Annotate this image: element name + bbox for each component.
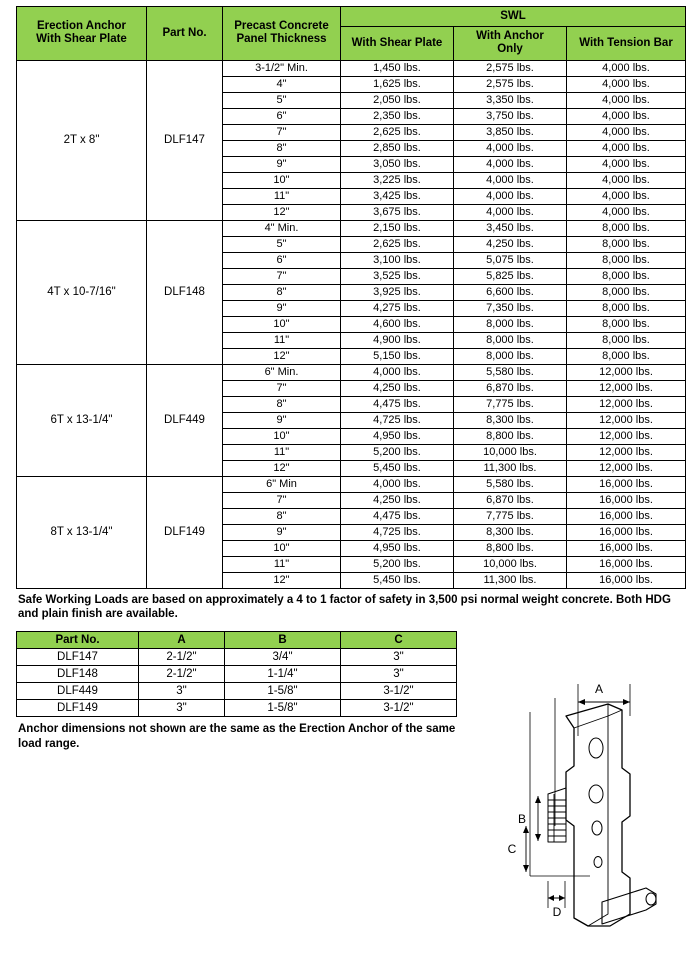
panel-thickness-cell: 5": [223, 236, 341, 252]
header-panel-thickness-line2: Panel Thickness: [236, 33, 327, 46]
swl-with-anchor-only-cell: 8,300 lbs.: [454, 524, 567, 540]
swl-with-shear-plate-cell: 5,200 lbs.: [341, 444, 454, 460]
panel-thickness-cell: 8": [223, 396, 341, 412]
table-row: [17, 476, 686, 492]
swl-with-tension-bar-cell: 16,000 lbs.: [567, 492, 686, 508]
swl-with-tension-bar-cell: 4,000 lbs.: [567, 188, 686, 204]
swl-with-shear-plate-cell: 3,050 lbs.: [341, 156, 454, 172]
swl-with-anchor-only-cell: 4,000 lbs.: [454, 140, 567, 156]
panel-thickness-cell: 8": [223, 508, 341, 524]
swl-with-anchor-only-cell: 8,000 lbs.: [454, 348, 567, 364]
swl-with-anchor-only-cell: 5,825 lbs.: [454, 268, 567, 284]
panel-thickness-cell: 12": [223, 348, 341, 364]
table-row: [17, 220, 686, 236]
header-with-anchor-only: [454, 27, 567, 60]
swl-with-anchor-only-cell: 6,870 lbs.: [454, 380, 567, 396]
panel-thickness-cell: 12": [223, 460, 341, 476]
swl-with-tension-bar-cell: 12,000 lbs.: [567, 428, 686, 444]
dim-c-cell: 3-1/2": [341, 683, 457, 700]
panel-thickness-cell: 12": [223, 204, 341, 220]
dim-part-no-cell: DLF449: [17, 683, 139, 700]
swl-with-anchor-only-cell: 2,575 lbs.: [454, 76, 567, 92]
swl-with-tension-bar-cell: 16,000 lbs.: [567, 508, 686, 524]
dim-part-no-cell: DLF148: [17, 666, 139, 683]
swl-with-tension-bar-cell: 4,000 lbs.: [567, 76, 686, 92]
dim-a-cell: 2-1/2": [139, 649, 225, 666]
header-erection-anchor-line2: With Shear Plate: [36, 33, 127, 46]
panel-thickness-cell: 11": [223, 188, 341, 204]
swl-with-tension-bar-cell: 8,000 lbs.: [567, 252, 686, 268]
header-panel-thickness: [223, 7, 341, 61]
swl-with-anchor-only-cell: 2,575 lbs.: [454, 60, 567, 76]
dimensions-row: [17, 649, 457, 666]
panel-thickness-cell: 11": [223, 444, 341, 460]
panel-thickness-cell: 11": [223, 332, 341, 348]
swl-with-tension-bar-cell: 4,000 lbs.: [567, 124, 686, 140]
panel-thickness-cell: 5": [223, 92, 341, 108]
panel-thickness-cell: 6" Min: [223, 476, 341, 492]
swl-with-anchor-only-cell: 5,580 lbs.: [454, 476, 567, 492]
swl-with-shear-plate-cell: 4,950 lbs.: [341, 540, 454, 556]
panel-thickness-cell: 9": [223, 524, 341, 540]
swl-with-anchor-only-cell: 6,870 lbs.: [454, 492, 567, 508]
swl-with-tension-bar-cell: 8,000 lbs.: [567, 236, 686, 252]
swl-with-shear-plate-cell: 2,050 lbs.: [341, 92, 454, 108]
swl-with-anchor-only-cell: 6,600 lbs.: [454, 284, 567, 300]
swl-with-shear-plate-cell: 3,425 lbs.: [341, 188, 454, 204]
panel-thickness-cell: 7": [223, 268, 341, 284]
dim-b-cell: 1-1/4": [225, 666, 341, 683]
swl-with-tension-bar-cell: 4,000 lbs.: [567, 60, 686, 76]
swl-with-shear-plate-cell: 3,925 lbs.: [341, 284, 454, 300]
swl-with-shear-plate-cell: 2,625 lbs.: [341, 236, 454, 252]
swl-with-shear-plate-cell: 3,100 lbs.: [341, 252, 454, 268]
panel-thickness-cell: 11": [223, 556, 341, 572]
header-with-tension-bar: With Tension Bar: [567, 27, 686, 60]
panel-thickness-cell: 10": [223, 540, 341, 556]
swl-with-tension-bar-cell: 16,000 lbs.: [567, 572, 686, 588]
swl-with-shear-plate-cell: 5,450 lbs.: [341, 572, 454, 588]
dimensions-table: [16, 631, 457, 717]
panel-thickness-cell: 3-1/2" Min.: [223, 60, 341, 76]
swl-table-body: [17, 60, 686, 588]
swl-with-tension-bar-cell: 16,000 lbs.: [567, 476, 686, 492]
header-erection-anchor: [17, 7, 147, 61]
swl-with-shear-plate-cell: 1,450 lbs.: [341, 60, 454, 76]
panel-thickness-cell: 7": [223, 380, 341, 396]
dimensions-row: [17, 700, 457, 717]
swl-with-anchor-only-cell: 7,775 lbs.: [454, 396, 567, 412]
swl-with-tension-bar-cell: 4,000 lbs.: [567, 172, 686, 188]
dim-header-part-no: Part No.: [17, 632, 139, 649]
swl-with-anchor-only-cell: 11,300 lbs.: [454, 460, 567, 476]
swl-with-shear-plate-cell: 4,000 lbs.: [341, 476, 454, 492]
dim-part-no-cell: DLF149: [17, 700, 139, 717]
anchor-size-cell: 8T x 13-1/4": [17, 476, 147, 588]
header-swl: SWL: [341, 7, 686, 27]
swl-with-anchor-only-cell: 8,300 lbs.: [454, 412, 567, 428]
panel-thickness-cell: 6": [223, 252, 341, 268]
swl-with-shear-plate-cell: 1,625 lbs.: [341, 76, 454, 92]
swl-with-tension-bar-cell: 16,000 lbs.: [567, 524, 686, 540]
part-no-cell: DLF149: [147, 476, 223, 588]
swl-with-tension-bar-cell: 12,000 lbs.: [567, 444, 686, 460]
panel-thickness-cell: 12": [223, 572, 341, 588]
panel-thickness-cell: 10": [223, 316, 341, 332]
dim-c-cell: 3-1/2": [341, 700, 457, 717]
swl-with-tension-bar-cell: 16,000 lbs.: [567, 556, 686, 572]
swl-with-tension-bar-cell: 8,000 lbs.: [567, 348, 686, 364]
swl-with-anchor-only-cell: 5,580 lbs.: [454, 364, 567, 380]
dimensions-row: [17, 683, 457, 700]
swl-table-header: [17, 7, 686, 61]
swl-with-tension-bar-cell: 16,000 lbs.: [567, 540, 686, 556]
anchor-size-cell: 2T x 8": [17, 60, 147, 220]
swl-with-shear-plate-cell: 4,900 lbs.: [341, 332, 454, 348]
swl-with-shear-plate-cell: 4,475 lbs.: [341, 396, 454, 412]
swl-table: [16, 6, 686, 589]
swl-with-tension-bar-cell: 4,000 lbs.: [567, 140, 686, 156]
swl-with-tension-bar-cell: 8,000 lbs.: [567, 268, 686, 284]
swl-with-anchor-only-cell: 10,000 lbs.: [454, 556, 567, 572]
swl-with-tension-bar-cell: 4,000 lbs.: [567, 204, 686, 220]
drawing-label-c: C: [507, 842, 517, 856]
dim-header-c: C: [341, 632, 457, 649]
panel-thickness-cell: 10": [223, 172, 341, 188]
panel-thickness-cell: 7": [223, 124, 341, 140]
panel-thickness-cell: 6": [223, 108, 341, 124]
anchor-technical-drawing: [470, 676, 698, 948]
drawing-label-b: B: [517, 812, 527, 826]
swl-with-anchor-only-cell: 7,350 lbs.: [454, 300, 567, 316]
swl-with-shear-plate-cell: 4,250 lbs.: [341, 492, 454, 508]
swl-with-shear-plate-cell: 4,950 lbs.: [341, 428, 454, 444]
panel-thickness-cell: 4": [223, 76, 341, 92]
dim-a-cell: 2-1/2": [139, 666, 225, 683]
drawing-label-d: D: [552, 905, 562, 919]
dim-part-no-cell: DLF147: [17, 649, 139, 666]
dim-header-b: B: [225, 632, 341, 649]
swl-with-anchor-only-cell: 3,350 lbs.: [454, 92, 567, 108]
swl-with-shear-plate-cell: 5,450 lbs.: [341, 460, 454, 476]
swl-with-anchor-only-cell: 8,000 lbs.: [454, 332, 567, 348]
swl-with-tension-bar-cell: 12,000 lbs.: [567, 364, 686, 380]
swl-with-tension-bar-cell: 8,000 lbs.: [567, 300, 686, 316]
swl-with-shear-plate-cell: 4,275 lbs.: [341, 300, 454, 316]
swl-with-shear-plate-cell: 3,525 lbs.: [341, 268, 454, 284]
dim-header-a: A: [139, 632, 225, 649]
part-no-cell: DLF147: [147, 60, 223, 220]
dim-b-cell: 3/4": [225, 649, 341, 666]
swl-with-anchor-only-cell: 10,000 lbs.: [454, 444, 567, 460]
part-no-cell: DLF449: [147, 364, 223, 476]
header-with-anchor-only-line1: With Anchor: [476, 30, 544, 43]
dim-c-cell: 3": [341, 666, 457, 683]
swl-with-anchor-only-cell: 4,250 lbs.: [454, 236, 567, 252]
swl-with-shear-plate-cell: 5,150 lbs.: [341, 348, 454, 364]
panel-thickness-cell: 8": [223, 284, 341, 300]
swl-with-shear-plate-cell: 3,225 lbs.: [341, 172, 454, 188]
swl-with-tension-bar-cell: 12,000 lbs.: [567, 412, 686, 428]
swl-with-anchor-only-cell: 3,850 lbs.: [454, 124, 567, 140]
table-row: [17, 364, 686, 380]
swl-with-tension-bar-cell: 12,000 lbs.: [567, 396, 686, 412]
panel-thickness-cell: 8": [223, 140, 341, 156]
dimensions-table-body: [17, 649, 457, 717]
swl-with-shear-plate-cell: 4,725 lbs.: [341, 524, 454, 540]
panel-thickness-cell: 9": [223, 156, 341, 172]
anchor-dimensions-note: Anchor dimensions not shown are the same as the Erection Anchor of the same load range.: [18, 723, 456, 750]
swl-with-tension-bar-cell: 4,000 lbs.: [567, 92, 686, 108]
dimensions-table-header: [17, 632, 457, 649]
header-panel-thickness-line1: Precast Concrete: [234, 20, 329, 33]
header-with-anchor-only-line2: Only: [497, 43, 523, 56]
panel-thickness-cell: 4" Min.: [223, 220, 341, 236]
swl-with-shear-plate-cell: 4,250 lbs.: [341, 380, 454, 396]
swl-with-anchor-only-cell: 3,450 lbs.: [454, 220, 567, 236]
part-no-cell: DLF148: [147, 220, 223, 364]
swl-with-anchor-only-cell: 3,750 lbs.: [454, 108, 567, 124]
panel-thickness-cell: 7": [223, 492, 341, 508]
panel-thickness-cell: 6" Min.: [223, 364, 341, 380]
swl-with-shear-plate-cell: 4,000 lbs.: [341, 364, 454, 380]
swl-with-tension-bar-cell: 8,000 lbs.: [567, 284, 686, 300]
swl-with-anchor-only-cell: 11,300 lbs.: [454, 572, 567, 588]
swl-with-tension-bar-cell: 8,000 lbs.: [567, 220, 686, 236]
dim-c-cell: 3": [341, 649, 457, 666]
header-with-shear-plate: With Shear Plate: [341, 27, 454, 60]
table-row: [17, 60, 686, 76]
swl-with-anchor-only-cell: 8,000 lbs.: [454, 316, 567, 332]
swl-with-anchor-only-cell: 4,000 lbs.: [454, 188, 567, 204]
anchor-size-cell: 6T x 13-1/4": [17, 364, 147, 476]
panel-thickness-cell: 10": [223, 428, 341, 444]
swl-with-shear-plate-cell: 2,150 lbs.: [341, 220, 454, 236]
swl-with-tension-bar-cell: 8,000 lbs.: [567, 316, 686, 332]
swl-with-tension-bar-cell: 12,000 lbs.: [567, 380, 686, 396]
swl-with-tension-bar-cell: 4,000 lbs.: [567, 108, 686, 124]
swl-with-anchor-only-cell: 4,000 lbs.: [454, 204, 567, 220]
swl-with-shear-plate-cell: 4,725 lbs.: [341, 412, 454, 428]
swl-with-anchor-only-cell: 7,775 lbs.: [454, 508, 567, 524]
swl-with-tension-bar-cell: 12,000 lbs.: [567, 460, 686, 476]
swl-with-tension-bar-cell: 8,000 lbs.: [567, 332, 686, 348]
swl-with-shear-plate-cell: 2,850 lbs.: [341, 140, 454, 156]
swl-with-anchor-only-cell: 4,000 lbs.: [454, 172, 567, 188]
swl-with-shear-plate-cell: 4,600 lbs.: [341, 316, 454, 332]
dim-a-cell: 3": [139, 683, 225, 700]
panel-thickness-cell: 9": [223, 300, 341, 316]
swl-with-shear-plate-cell: 2,350 lbs.: [341, 108, 454, 124]
swl-with-tension-bar-cell: 4,000 lbs.: [567, 156, 686, 172]
header-erection-anchor-line1: Erection Anchor: [36, 20, 127, 33]
swl-with-shear-plate-cell: 3,675 lbs.: [341, 204, 454, 220]
panel-thickness-cell: 9": [223, 412, 341, 428]
swl-with-shear-plate-cell: 4,475 lbs.: [341, 508, 454, 524]
swl-with-anchor-only-cell: 8,800 lbs.: [454, 428, 567, 444]
swl-with-anchor-only-cell: 5,075 lbs.: [454, 252, 567, 268]
anchor-size-cell: 4T x 10-7/16": [17, 220, 147, 364]
dim-b-cell: 1-5/8": [225, 700, 341, 717]
dim-a-cell: 3": [139, 700, 225, 717]
drawing-label-a: A: [594, 682, 604, 696]
dim-b-cell: 1-5/8": [225, 683, 341, 700]
swl-with-anchor-only-cell: 4,000 lbs.: [454, 156, 567, 172]
dimensions-row: [17, 666, 457, 683]
swl-with-shear-plate-cell: 2,625 lbs.: [341, 124, 454, 140]
swl-with-anchor-only-cell: 8,800 lbs.: [454, 540, 567, 556]
header-part-no: Part No.: [147, 7, 223, 61]
swl-with-shear-plate-cell: 5,200 lbs.: [341, 556, 454, 572]
safe-working-loads-note: Safe Working Loads are based on approximately a 4 to 1 factor of safety in 3,500 psi normal weight concrete. Both HDG and plain finish are available.: [18, 593, 671, 621]
